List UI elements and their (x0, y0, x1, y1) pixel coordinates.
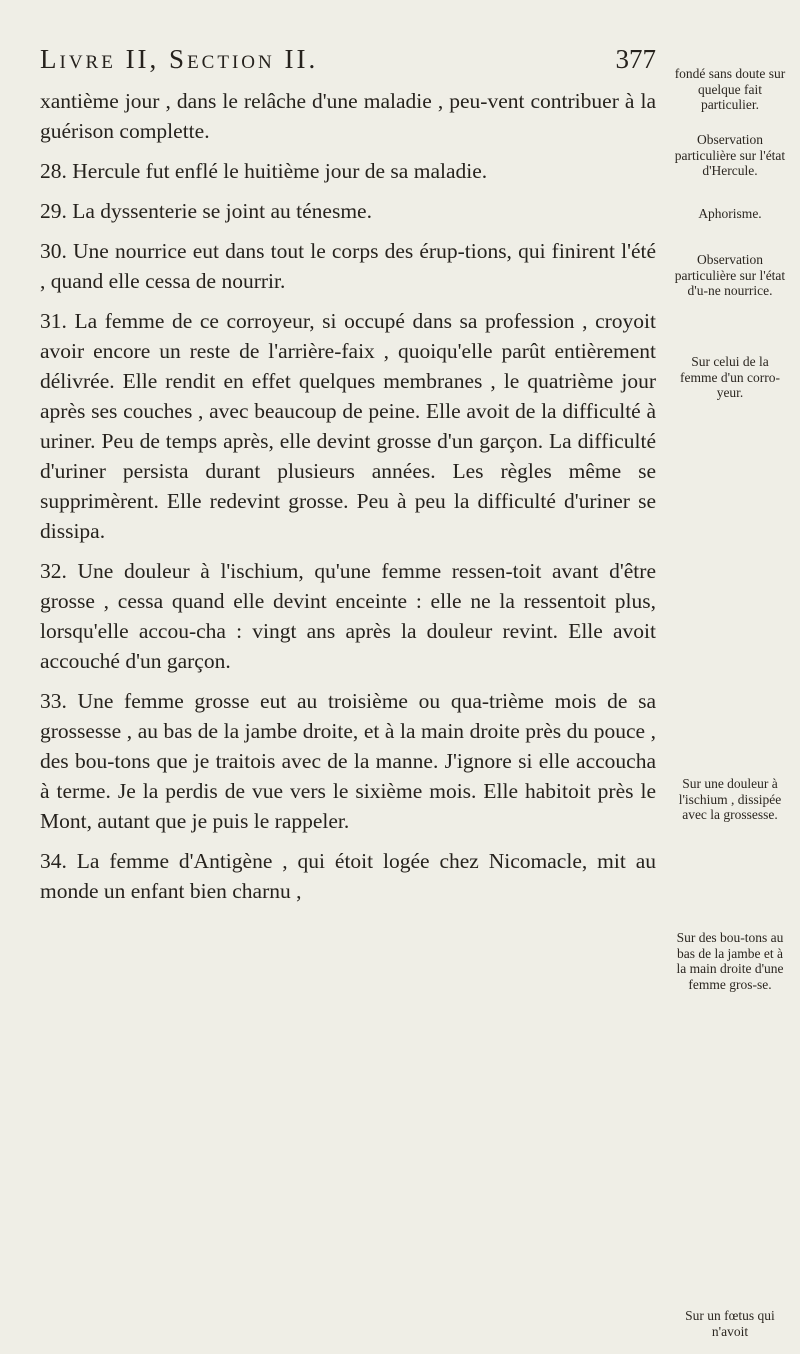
paragraph: 33. Une femme grosse eut au troisième ou qua-trième mois de sa grossesse , au bas de la jambe droite, et à la main droite près du pouce , des bou-tons que je traitois avec de la manne. J'ignore si elle accoucha à terme. Je la perdis de vue vers le sixième mois. Elle habitoit près le Mont, autant que je puis le rappeler. (40, 689, 656, 833)
main-text (40, 86, 656, 906)
margin-note: Sur un fœtus qui n'avoit (685, 1308, 775, 1339)
margin-note: Sur celui de la femme d'un corro-yeur. (680, 354, 780, 400)
margin-note: Observation particulière sur l'état d'u-ne nourrice. (674, 252, 786, 298)
running-title: Livre II, Section II. (40, 44, 319, 74)
margin-note: Aphorisme. (698, 206, 762, 221)
margin-note: Sur des bou-tons au bas de la jambe et à la main droite d'une femme gros-se. (676, 930, 784, 992)
paragraph: 32. Une douleur à l'ischium, qu'une femme ressen-toit avant d'être grosse , cessa quand elle devint enceinte : elle ne la ressentoit plus, lorsqu'elle accou-cha : vingt ans après la douleur revint. Elle avoit accouché d'un garçon. (40, 559, 656, 673)
paragraph: 34. La femme d'Antigène , qui étoit logée chez Nicomacle, mit au monde un enfant bien charnu , (40, 849, 656, 903)
margin-note: Observation particulière sur l'état d'Hercule. (674, 132, 786, 178)
page-number: 377 (615, 44, 656, 74)
paragraph: 29. La dyssenterie se joint au ténesme. (40, 199, 372, 223)
paragraph: xantième jour , dans le relâche d'une maladie , peu-vent contribuer à la guérison complette. (40, 89, 656, 143)
paragraph: 28. Hercule fut enflé le huitième jour de sa maladie. (40, 159, 488, 183)
paragraph: 31. La femme de ce corroyeur, si occupé dans sa profession , croyoit avoir encore un reste de l'arrière-faix , quoiqu'elle parût entièrement délivrée. Elle rendit en effet quelques membranes , le quatrième jour après ses couches , avec beaucoup de peine. Elle avoit de la difficulté à uriner. Peu de temps après, elle devint grosse d'un garçon. La difficulté d'uriner persista durant plusieurs années. Les règles même se supprimèrent. Elle redevint grosse. Peu à peu la difficulté d'uriner se dissipa. (40, 309, 656, 543)
paragraph: 30. Une nourrice eut dans tout le corps des érup-tions, qui finirent l'été , quand elle cessa de nourrir. (40, 239, 656, 293)
margin-note: fondé sans doute sur quelque fait particulier. (674, 66, 786, 112)
page-header (40, 44, 656, 84)
margin-note: Sur une douleur à l'ischium , dissipée avec la grossesse. (678, 776, 782, 822)
